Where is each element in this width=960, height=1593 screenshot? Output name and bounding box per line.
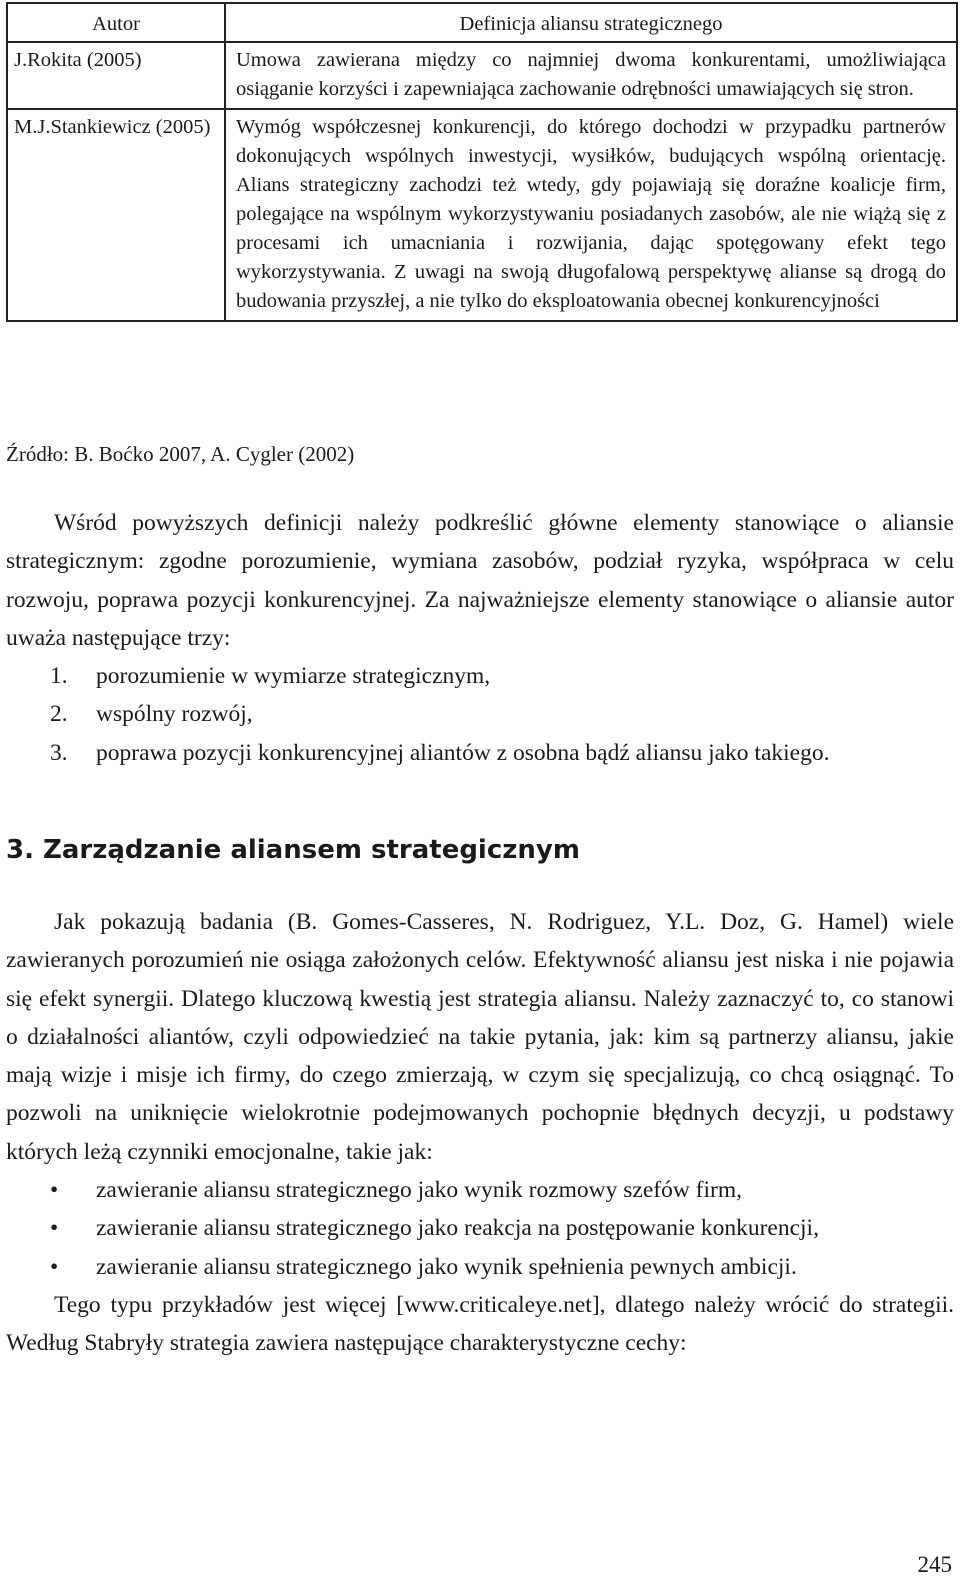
table-source-note: Źródło: B. Boćko 2007, A. Cygler (2002) [6,442,355,466]
bullet-icon: • [50,1253,59,1280]
list-item [6,657,954,695]
paragraph: Wśród powyższych definicji należy podkreślić główne elementy stanowiące o aliansie strategicznym: zgodne porozumienie, wymiana zasobów, podział ryzyka, współpraca w celu rozwoju, poprawa pozycji konkurencyjnej. Za najważniejsze elementy stanowiące o aliansie autor uważa następujące trzy: [6,510,954,651]
list-item-text: poprawa pozycji konkurencyjnej aliantów z osobna bądź aliansu jako takiego. [96,739,830,766]
paragraph: Jak pokazują badania (B. Gomes-Casseres, N. Rodriguez, Y.L. Doz, G. Hamel) wiele zawieranych porozumień nie osiąga założonych celów. Efektywność aliansu jest niska i nie pojawia się efekt synergii. Dlatego kluczową kwestią jest strategia aliansu. Należy zaznaczyć to, co stanowi o działalności aliantów, czyli odpowiedzieć na takie pytania, jak: kim są partnerzy aliansu, jakie mają wizje i misje ich firmy, do czego zmierzają, w czym się specjalizują, co chcą osiągnąć. To pozwoli na uniknięcie wielokrotnie podejmowanych pochopnie błędnych decyzji, u podstawy których leżą czynniki emocjonalne, takie jak: [6,909,954,1165]
page-number: 245 [917,1552,952,1577]
header-definition: Definicja aliansu strategicznego [225,3,957,42]
list-item [6,1209,954,1247]
section-body [6,903,954,1363]
header-author: Autor [7,3,225,42]
list-item-text: zawieranie aliansu strategicznego jako reakcja na postępowanie konkurencji, [96,1215,819,1242]
list-item-text: porozumienie w wymiarze strategicznym, [96,663,491,690]
row-definition: Wymóg współczesnej konkurencji, do którego dochodzi w przypadku partnerów dokonujących wspólnych inwestycji, wysiłków, budujących wspólną orientację. Alians strategiczny zachodzi też wtedy, gdy pojawiają się doraźne koalicje firm, polegające na wspólnym wykorzystywaniu posiadanych zasobów, ale nie wiążą się z procesami ich umacniania i rozwijania, dając spotęgowany efekt tego wykorzystywania. Z uwagi na swoją długofalową perspektywę alianse są drogą do budowania przyszłej, a nie tylko do eksploatowania obecnej konkurencyjności [225,109,957,321]
list-item-text: zawieranie aliansu strategicznego jako wynik spełnienia pewnych ambicji. [96,1253,797,1280]
row-author: J.Rokita (2005) [7,42,225,109]
paragraph: Tego typu przykładów jest więcej [www.criticaleye.net], dlatego należy wrócić do strategii. Według Stabryły strategia zawiera następujące charakterystyczne cechy: [6,1291,954,1357]
row-definition: Umowa zawierana między co najmniej dwoma konkurentami, umożliwiająca osiąganie korzyści i zapewniająca zachowanie odrębności umawiających się stron. [225,42,957,109]
list-number: 3. [50,739,68,766]
bullet-icon: • [50,1215,59,1242]
section-heading: 3. Zarządzanie aliansem strategicznym [6,835,580,865]
table-header-row [7,3,957,42]
list-item [6,1248,954,1286]
bullet-icon: • [50,1177,59,1204]
bullet-list [6,1171,954,1286]
row-author: M.J.Stankiewicz (2005) [7,109,225,321]
section-intro [6,504,954,772]
definitions-table [6,2,958,322]
list-item-text: wspólny rozwój, [96,701,253,728]
list-number: 1. [50,663,68,690]
table-row [7,109,957,321]
list-number: 2. [50,701,68,728]
list-item [6,1171,954,1209]
list-item [6,734,954,772]
table-row [7,42,957,109]
list-item [6,695,954,733]
list-item-text: zawieranie aliansu strategicznego jako wynik rozmowy szefów firm, [96,1177,743,1204]
numbered-list [6,657,954,772]
